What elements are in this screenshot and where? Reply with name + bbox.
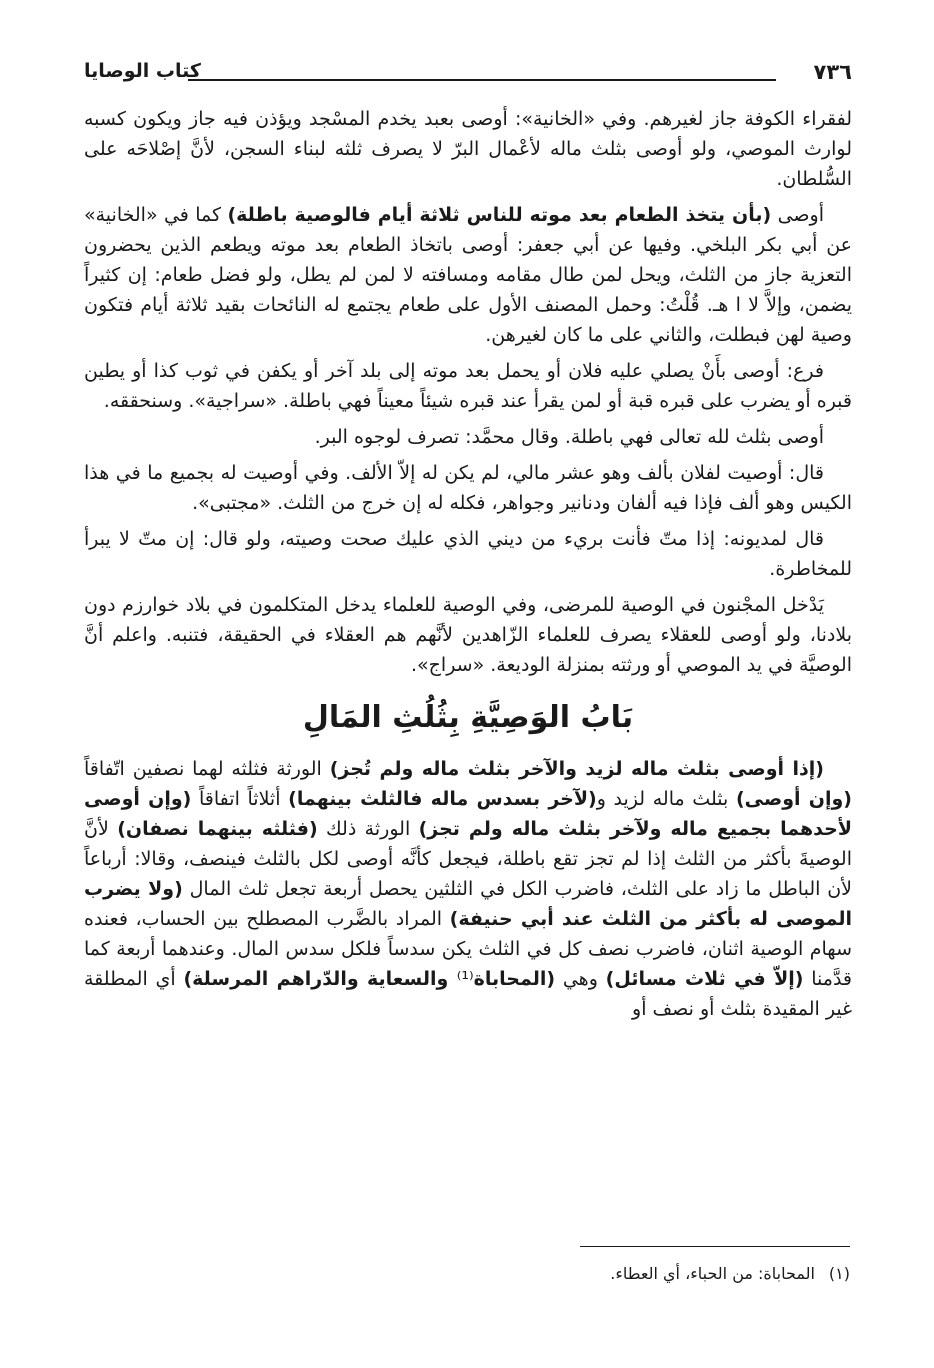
chapter-bold-run: (إذا أوصى بثلث ماله لزيد والآخر بثلث ماله ولم تُجز) — [329, 758, 824, 780]
paragraph-6 — [84, 524, 852, 584]
paragraph-7-text: يَدْخل المجْنون في الوصية للمرضى، وفي الوصية للعلماء يدخل المتكلمون في بلاد خوارزم دون بلادنا، ولو أوصى للعقلاء يصرف للعلماء الزّاهدين لأنَّهم هم العقلاء في الحقيقة، فتنبه. واعلم أنَّ الوصيَّة في يد الموصي أو ورثته بمنزلة الوديعة. «سراج». — [84, 594, 852, 676]
chapter-title: بَابُ الوَصِيَّةِ بِثُلُثِ المَالِ — [302, 700, 634, 735]
page-header — [84, 60, 852, 100]
chapter-text-run: لأنَّ الوصيةَ بأكثر من الثلث إذا لم تجز تقع باطلة، فيجعل كأنَّه أوصى لكل بالثلث فينصف، وقالا: أرباعاً لأن الباطل ما زاد على الثلث، فاضرب الكل في الثلثين يحصل أربعة تجعل ثلث المال — [84, 818, 852, 900]
chapter-text-run: أثلاثاً اتفاقاً — [191, 788, 289, 810]
chapter-bold-run: (ولا يضرب الموصى له بأكثر من الثلث عند أبي حنيفة) — [84, 878, 852, 930]
paragraph-2-bold: (بأن يتخذ الطعام بعد موته للناس ثلاثة أيام فالوصية باطلة) — [227, 204, 772, 226]
chapter-text-run: بثلث ماله لزيد و — [596, 788, 736, 810]
chapter-text-run: المراد بالضَّرب المصطلح بين الحساب، فعنده سهام الوصية اثنان، فاضرب نصف كل في الثلث يكن سدساً فلكل سدس المال. وعندهما أربعة كما قدَّمنا — [84, 908, 852, 990]
paragraph-2 — [84, 200, 852, 350]
paragraph-5 — [84, 458, 852, 518]
footnote-marker: (١) — [828, 1264, 850, 1283]
chapter-bold-run: والسعاية والدّراهم المرسلة) — [183, 968, 457, 990]
main-text — [84, 104, 852, 1024]
book-title: كتاب الوصايا — [84, 60, 201, 82]
chapter-text-run: الورثة ذلك — [317, 818, 419, 840]
paragraph-7 — [84, 590, 852, 680]
chapter-text-run: الورثة فثلثه لهما نصفين اتّفاقاً — [84, 758, 330, 780]
chapter-bold-run: (إلاّ في ثلاث مسائل) — [605, 968, 804, 990]
paragraph-2-prefix: أوصى — [771, 204, 824, 226]
footnote-text: المحاباة: من الحباء، أي العطاء. — [610, 1264, 815, 1283]
paragraph-2-text: كما في «الخانية» عن أبي بكر البلخي. وفيها عن أبي جعفر: أوصى باتخاذ الطعام بعد موته ويطعم الذين يحضرون التعزية جاز من الثلث، ويحل لمن طال مقامه ومسافته لا لمن لم يطل، ولو فضل طعام: إن كثيراً يضمن، وإلاَّ لا ا هـ. قُلْتُ: وحمل المصنف الأول على طعام يجتمع له النائحات بقيد ثلاثة أيام فتكون وصية لهن فبطلت، والثاني على ما كان لغيرهن. — [84, 204, 852, 346]
chapter-text-run: وهي — [555, 968, 606, 990]
paragraph-5-text: قال: أوصيت لفلان بألف وهو عشر مالي، لم يكن له إلاّ الألف. وفي أوصيت له بجميع ما في هذا الكيس وهو ألف فإذا فيه ألفان ودنانير وجواهر، فكله له إن خرج من الثلث. «مجتبى». — [84, 462, 852, 514]
footnote — [82, 1262, 850, 1286]
paragraph-4-text: أوصى بثلث لله تعالى فهي باطلة. وقال محمَّد: تصرف لوجوه البر. — [314, 426, 824, 448]
chapter-bold-run: (وإن أوصى لأحدهما بجميع ماله ولآخر بثلث ماله ولم تجز) — [84, 788, 852, 840]
footnote-reference: ⁽¹⁾ — [456, 968, 474, 990]
chapter-bold-run: (المحاباة — [473, 968, 556, 990]
paragraph-1-text: لفقراء الكوفة جاز لغيرهم. وفي «الخانية»: أوصى بعبد يخدم المسْجد ويؤذن فيه جاز ويكون كسبه لوارث الموصي، ولو أوصى بثلث ماله لأعْمال البرّ لا يصرف ثلثه لبناء السجن، لأنَّ إصْلاحَه على السُّلطان. — [84, 108, 852, 190]
paragraph-1 — [84, 104, 852, 194]
paragraph-3 — [84, 356, 852, 416]
chapter-bold-run: (لآخر بسدس ماله فالثلث بينهما) — [288, 788, 597, 810]
chapter-body — [84, 754, 852, 1024]
header-rule — [188, 79, 776, 81]
chapter-text-run: أي المطلقة غير المقيدة بثلث أو نصف أو — [84, 968, 852, 1020]
page-number: ٧٣٦ — [813, 60, 852, 84]
chapter-bold-run: (فثلثه بينهما نصفان) — [117, 818, 318, 840]
footnote-rule — [580, 1246, 850, 1247]
paragraph-6-text: قال لمديونه: إذا متّ فأنت بريء من ديني الذي عليك صحت وصيته، ولو قال: إن متّ لا يبرأ للمخاطرة. — [84, 528, 852, 580]
chapter-bold-run: (وإن أوصى) — [735, 788, 852, 810]
paragraph-4 — [84, 422, 852, 452]
paragraph-3-text: فرع: أوصى بأَنْ يصلي عليه فلان أو يحمل بعد موته إلى بلد آخر أو يكفن في ثوب كذا أو يطين قبره أو يضرب على قبره قبة أو لمن يقرأ عند قبره شيئاً معيناً فهي باطلة. «سراجية». وسنحققه. — [84, 360, 852, 412]
